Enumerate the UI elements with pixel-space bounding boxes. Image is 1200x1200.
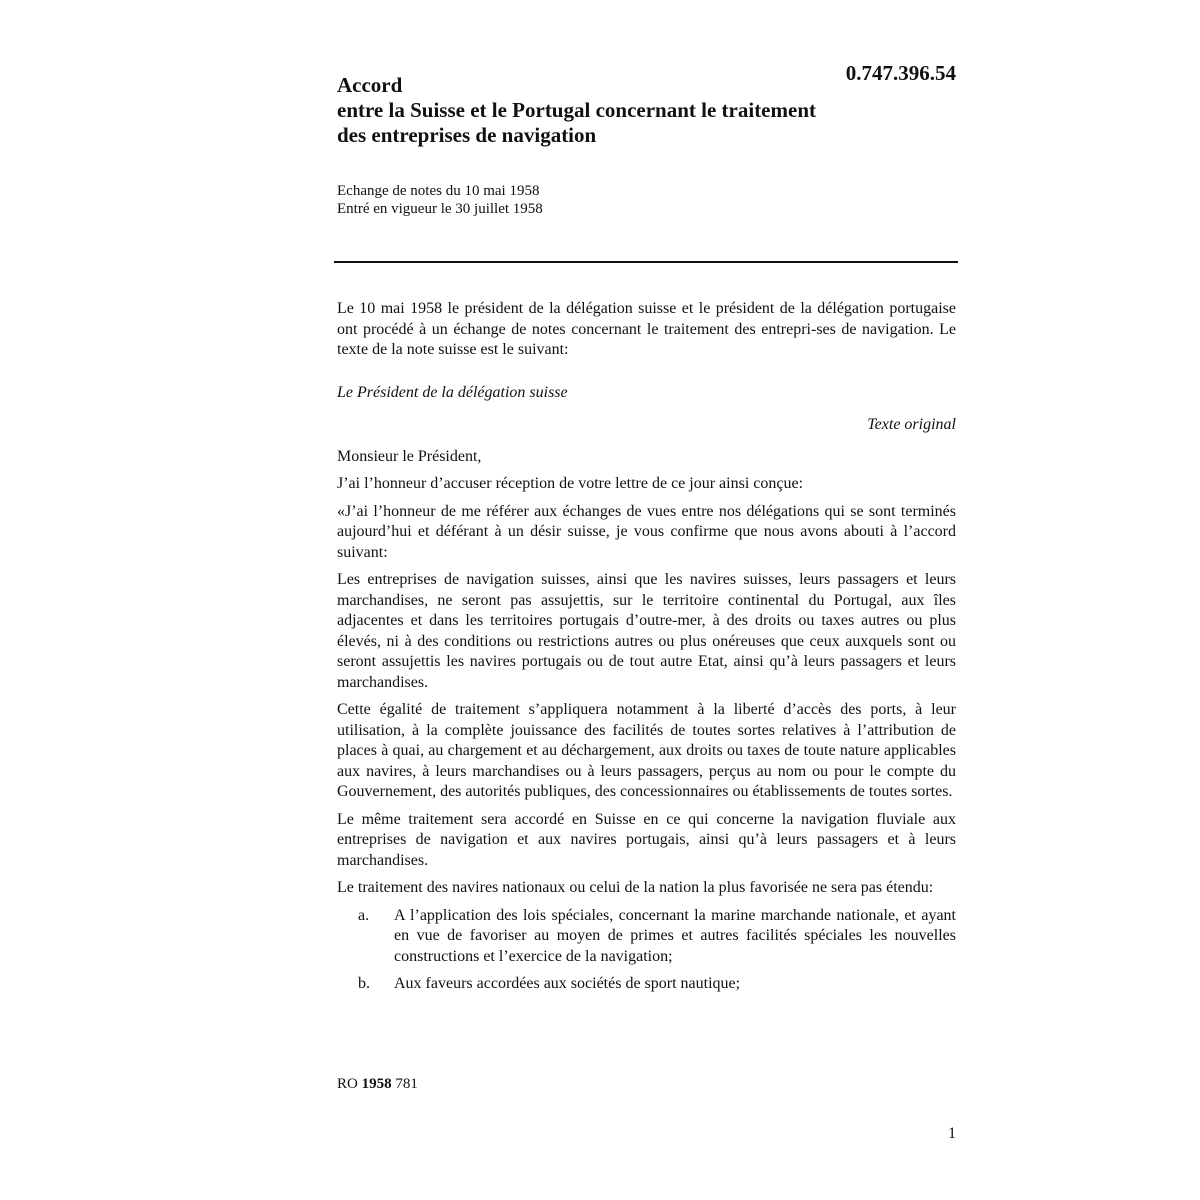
ro-year: 1958 (361, 1076, 392, 1092)
exchange-date: Echange de notes du 10 mai 1958 (337, 183, 540, 199)
body-paragraph: Le traitement des navires nationaux ou celui de la nation la plus favorisée ne sera pas étendu: (337, 879, 934, 896)
ro-reference (337, 1075, 418, 1093)
ro-prefix: RO (337, 1076, 358, 1092)
salutation: Monsieur le Président, (337, 447, 482, 465)
body-paragraph: Le même traitement sera accordé en Suisse en ce qui concerne la navigation fluviale aux entreprises de navigation et aux navires portugais, ainsi qu’à leurs passagers et à leurs marchandises. (337, 810, 956, 869)
document-body (337, 299, 956, 1002)
sender-line: Le Président de la délégation suisse (337, 383, 568, 401)
body-paragraph: J’ai l’honneur d’accuser réception de votre lettre de ce jour ainsi conçue: (337, 475, 804, 492)
ro-page: 781 (395, 1076, 418, 1092)
body-paragraph: Les entreprises de navigation suisses, ainsi que les navires suisses, leurs passagers et leurs marchandises, ne seront pas assujettis, sur le territoire continental du Portugal, aux îles adjacentes et dans les territoires portugais d’outre-mer, à des droits ou taxes autres ou plus élevés, ni à des conditions ou restrictions autres ou plus onéreuses que ceux auxquels sont ou seront assujettis les navires portugais ou de tout autre Etat, ainsi qu’à leurs passagers et leurs marchandises. (337, 571, 956, 691)
title-line: entre la Suisse et le Portugal concernant le traitement (337, 98, 816, 122)
header-divider (334, 261, 958, 263)
body-paragraph: «J’ai l’honneur de me référer aux échanges de vues entre nos délégations qui se sont terminés aujourd’hui et déférant à un désir suisse, je vous confirme que nous avons abouti à l’accord suivant: (337, 502, 956, 561)
intro-paragraph: Le 10 mai 1958 le président de la délégation suisse et le président de la délégation portugaise ont procédé à un échange de notes concernant le traitement des entrepri-ses de navigation. Le texte de la note suisse est le suivant: (337, 300, 956, 358)
title-line: des entreprises de navigation (337, 123, 597, 147)
list-item (337, 974, 956, 995)
sr-number: 0.747.396.54 (845, 61, 956, 85)
original-text-note: Texte original (867, 416, 956, 433)
body-paragraph: Cette égalité de traitement s’appliquera notamment à la liberté d’accès des ports, à leur utilisation, à la complète jouissance des facilités de toutes sortes relatives à l’attribution de places à quai, au chargement et au déchargement, aux droits ou taxes de toute nature applicables aux navires, à leurs marchandises ou à leurs passagers, perçus au nom ou pour le compte du Gouvernement, des autorités publiques, des concessionnaires ou établissements de toutes sortes. (337, 701, 956, 800)
document-title (337, 73, 957, 148)
list-marker: a. (358, 906, 370, 924)
list-marker: b. (358, 975, 370, 992)
list-item (337, 906, 956, 968)
list-text: A l’application des lois spéciales, concernant la marine marchande nationale, et ayant en vue de favoriser au moyen de primes et autres facilités spéciales les nouvelles constructions et l’exercice de la navigation; (394, 906, 956, 965)
document-meta (337, 182, 837, 218)
page-number: 1 (948, 1125, 956, 1142)
list-text: Aux faveurs accordées aux sociétés de sport nautique; (394, 975, 741, 992)
title-line: Accord (337, 73, 403, 97)
entry-into-force: Entré en vigueur le 30 juillet 1958 (337, 201, 543, 217)
